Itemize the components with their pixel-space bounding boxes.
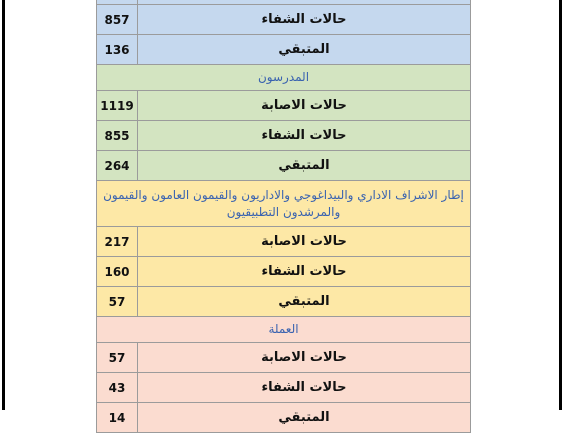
label-cell: حالات الشفاء [261,380,347,395]
table-row [96,403,471,433]
label-cell: المتبقي [278,294,330,309]
label-cell: حالات الاصابة [261,234,347,249]
statistics-table [96,0,471,433]
label-cell [138,0,470,4]
table-row [96,287,471,317]
section-title: العملة [268,322,299,336]
count-cell: 264 [97,151,138,180]
label-cell: المتبقي [278,158,330,173]
count-cell: 136 [97,35,138,64]
count-cell [97,0,138,4]
table-row [96,5,471,35]
section-title: المدرسون [257,70,310,84]
count-cell: 857 [97,5,138,34]
table-row [96,35,471,65]
count-cell: 14 [97,403,138,432]
section-title [103,187,464,221]
count-cell: 57 [97,343,138,372]
label-cell: المتبقي [278,42,330,57]
count-cell: 217 [97,227,138,256]
section-title-line: إطار الاشراف الاداري والبيداغوجي والاداريون والقيمون العامون والقيمون [103,187,464,202]
count-cell: 855 [97,121,138,150]
page-border-right [559,0,562,410]
section-title-line: والمرشدون التطبيقيون [226,204,341,219]
table-row [96,91,471,121]
table-row [96,151,471,181]
label-cell: حالات الشفاء [261,264,347,279]
section-header-workers [96,317,471,343]
label-cell: حالات الاصابة [261,350,347,365]
section-header-teachers [96,65,471,91]
count-cell: 43 [97,373,138,402]
count-cell: 1119 [97,91,138,120]
label-cell: حالات الشفاء [261,12,347,27]
label-cell: حالات الشفاء [261,128,347,143]
count-cell: 57 [97,287,138,316]
label-cell: حالات الاصابة [261,98,347,113]
count-cell: 160 [97,257,138,286]
table-row [96,227,471,257]
table-row [96,343,471,373]
table-row [96,257,471,287]
section-header-staff [96,181,471,227]
label-cell: المتبقي [278,410,330,425]
page-border-left [2,0,5,410]
table-row [96,121,471,151]
table-row [96,373,471,403]
